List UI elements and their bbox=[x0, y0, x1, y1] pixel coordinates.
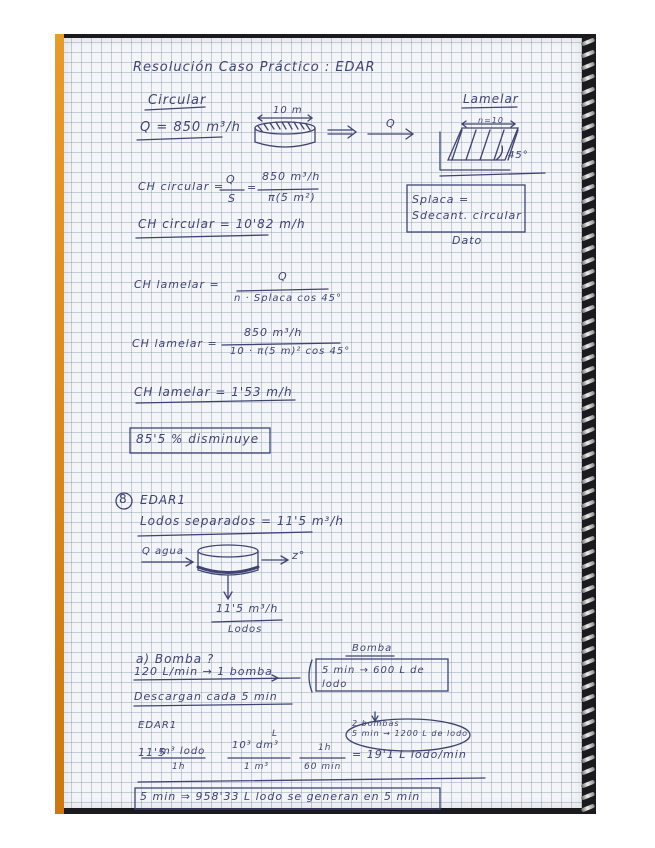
ch-lamelar-result: CH lamelar = 1'53 m/h bbox=[134, 385, 293, 399]
edar1-label: EDAR1 bbox=[138, 720, 178, 731]
label-lamelar: Lamelar bbox=[463, 92, 519, 106]
lodos-label: Lodos bbox=[228, 624, 263, 635]
angle-label: 45° bbox=[508, 150, 529, 161]
arrow-q-label: Q bbox=[386, 117, 396, 130]
ch-circular-lhs: CH circular = bbox=[138, 180, 225, 193]
dato-label: Dato bbox=[452, 234, 483, 247]
splaca-equation: Splaca = Sdecant. circular bbox=[412, 193, 522, 222]
ch-lamelar-num-1: Q bbox=[278, 270, 288, 283]
final-result: 5 min ⇒ 958'33 L lodo se generan en 5 min bbox=[140, 790, 421, 803]
z-label: z° bbox=[292, 549, 306, 562]
ch-circular-s: S bbox=[228, 192, 236, 205]
bomba-box-text: 5 min → 600 L de lodo bbox=[322, 665, 425, 690]
exercise-number: 8 bbox=[119, 492, 128, 506]
exercise-title: EDAR1 bbox=[140, 493, 187, 507]
conversion-l: L bbox=[272, 729, 279, 739]
flow-value: Q = 850 m³/h bbox=[140, 120, 241, 135]
implies-arrow bbox=[328, 126, 356, 138]
conversion-h: 1h bbox=[172, 762, 186, 772]
two-bombas-label: 2 bombas bbox=[352, 719, 400, 728]
diameter-label: 10 m bbox=[273, 105, 303, 116]
underline-lodos bbox=[138, 532, 312, 536]
conversion-m3: 1 m³ bbox=[244, 762, 269, 772]
lodos-separados: Lodos separados = 11'5 m³/h bbox=[140, 514, 345, 528]
circular-tank-sketch bbox=[255, 115, 315, 147]
conversion-m3-lodo: m³ lodo bbox=[160, 746, 206, 757]
flow-arrow bbox=[368, 129, 413, 139]
ch-lamelar-num-2: 850 m³/h bbox=[244, 326, 303, 339]
ch-circular-result: CH circular = 10'82 m/h bbox=[138, 217, 306, 231]
two-bombas-line: 5 min → 1200 L de lodo bbox=[352, 729, 469, 738]
conversion-1h: 1h bbox=[318, 743, 332, 753]
conversion-60min: 60 min bbox=[304, 762, 342, 772]
ch-lamelar-den-1: n · Splaca cos 45° bbox=[234, 293, 343, 304]
lodos-flow: 11'5 m³/h bbox=[216, 602, 279, 615]
page-title: Resolución Caso Práctico : EDAR bbox=[133, 60, 376, 75]
conversion-start: 11'5 bbox=[138, 746, 167, 759]
underline-ch-circular bbox=[136, 235, 268, 238]
ch-lamelar-den-2: 10 · π(5 m)² cos 45° bbox=[230, 346, 351, 357]
underline-flow bbox=[137, 137, 222, 140]
ch-circular-q: Q bbox=[226, 173, 236, 186]
pump-rate: 120 L/min → 1 bomba bbox=[134, 665, 273, 678]
conclusion-text: 85'5 % disminuye bbox=[136, 432, 260, 446]
n-label: n=10 bbox=[478, 116, 504, 125]
ch-circular-num: 850 m³/h bbox=[262, 170, 321, 183]
ch-circular-equals: = bbox=[247, 181, 258, 194]
ch-lamelar-lhs-2: CH lamelar = bbox=[132, 337, 218, 350]
descargan-text: Descargan cada 5 min bbox=[134, 690, 278, 703]
label-circular: Circular bbox=[148, 93, 207, 108]
question-bomba: a) Bomba ? bbox=[136, 652, 215, 666]
conversion-dm3: 10³ dm³ bbox=[232, 740, 280, 751]
q-agua-label: Q agua bbox=[142, 546, 184, 557]
conversion-result: = 19'1 L lodo/min bbox=[352, 748, 467, 761]
bomba-header: Bomba bbox=[352, 643, 393, 654]
underline-ch-lamelar bbox=[136, 400, 295, 403]
ch-circular-den: π(5 m²) bbox=[268, 191, 316, 204]
ch-lamelar-lhs-1: CH lamelar = bbox=[134, 278, 220, 291]
